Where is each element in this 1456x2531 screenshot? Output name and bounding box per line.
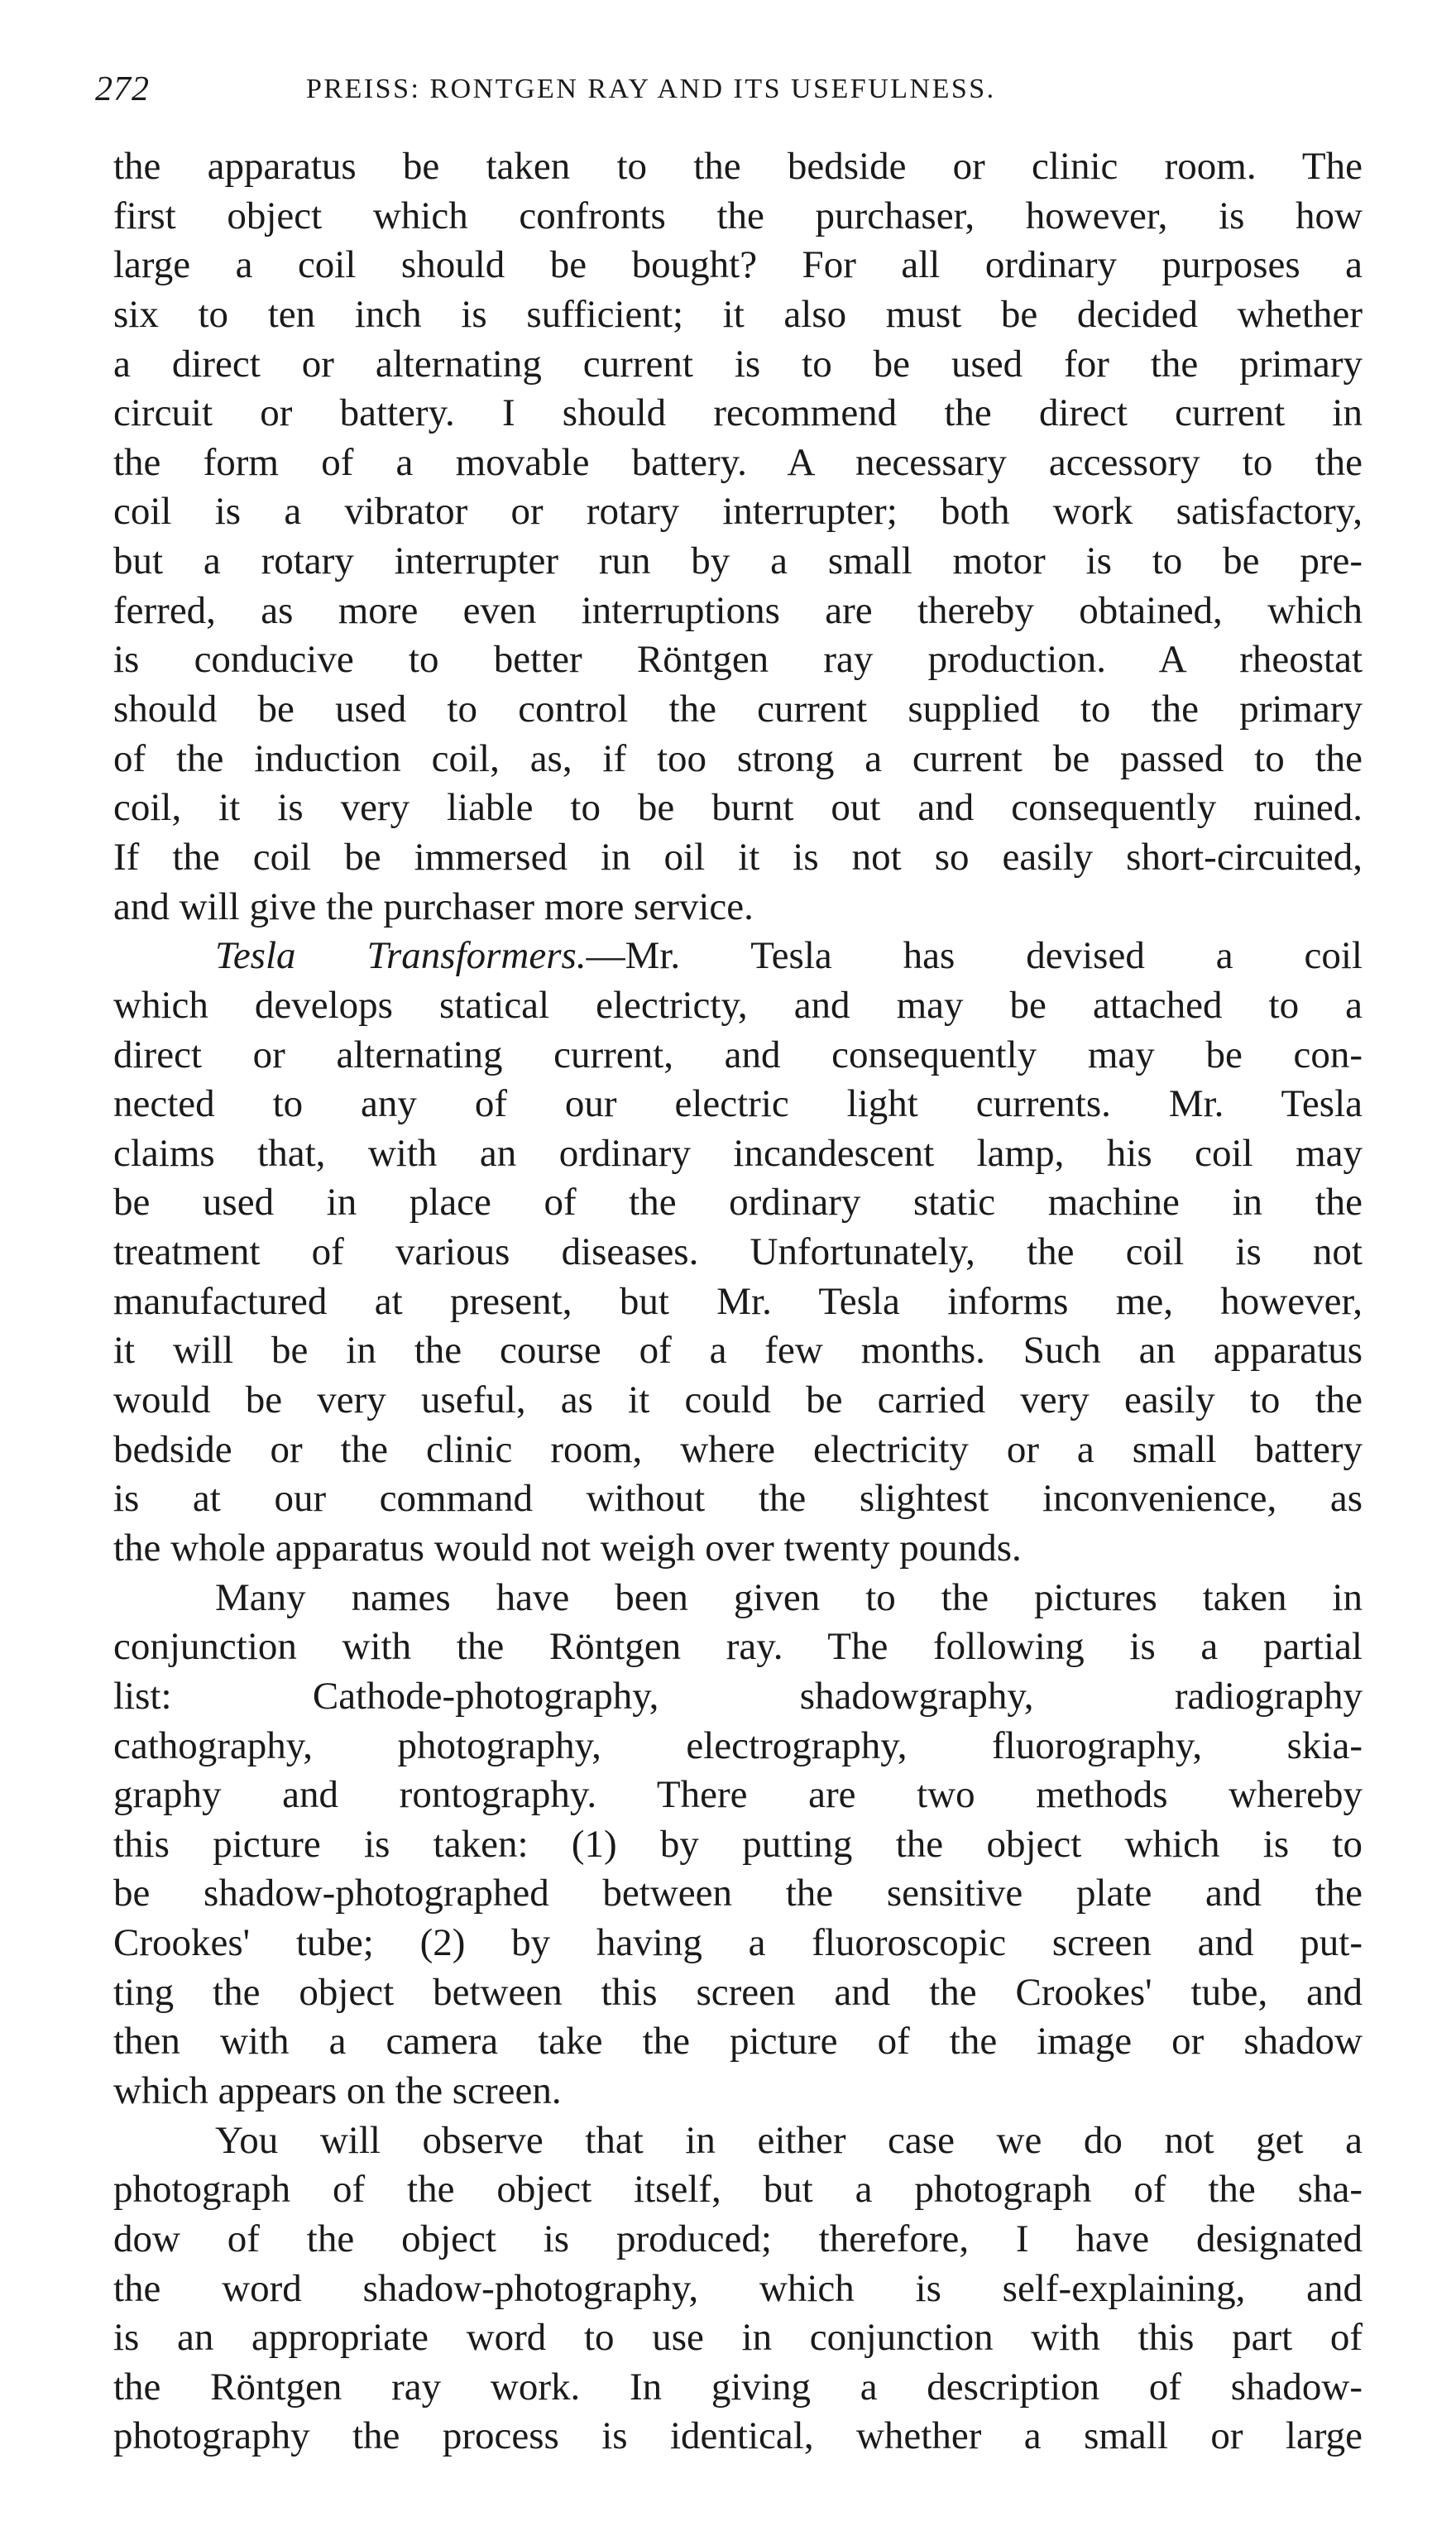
text-line: Many names have been given to the pictures taken in <box>215 1575 1363 1619</box>
text-line: photography the process is identical, whether a small or large <box>113 2414 1363 2458</box>
text-line: a direct or alternating current is to be used for the primary <box>113 342 1363 386</box>
text-line-section-start <box>113 932 1363 981</box>
body-text <box>113 142 1363 2461</box>
text-line: conjunction with the Röntgen ray. The following is a partial <box>113 1625 1363 1669</box>
running-title: PREISS: RONTGEN RAY AND ITS USEFULNESS. <box>306 74 996 104</box>
text-line: ferred, as more even interruptions are thereby obtained, which <box>113 588 1363 632</box>
text-line: circuit or battery. I should recommend the direct current in <box>113 391 1363 435</box>
text-line: would be very useful, as it could be carried very easily to the <box>113 1378 1363 1422</box>
section-heading-italic: Tesla Transformers. <box>215 934 587 978</box>
text-line: dow of the object is produced; therefore, I have designated <box>113 2217 1363 2260</box>
text-line: the whole apparatus would not weigh over twenty pounds. <box>113 1526 1022 1570</box>
text-line: large a coil should be bought? For all ordinary purposes a <box>113 243 1363 287</box>
running-header <box>95 65 1361 114</box>
text-line: coil is a vibrator or rotary interrupter; both work satisfactory, <box>113 490 1363 534</box>
text-line: list: Cathode-photography, shadowgraphy, radiography <box>113 1674 1363 1718</box>
text-line: the word shadow-photography, which is self-explaining, and <box>113 2266 1363 2310</box>
text-line: be shadow-photographed between the sensitive plate and the <box>113 1872 1363 1915</box>
text-line: it will be in the course of a few months. Such an apparatus <box>113 1329 1363 1373</box>
text-line: is an appropriate word to use in conjunction with this part of <box>113 2316 1363 2360</box>
text-line: cathography, photography, electrography, fluorography, skia- <box>113 1723 1363 1767</box>
text-line: and will give the purchaser more service. <box>113 884 754 928</box>
text-line: should be used to control the current supplied to the primary <box>113 688 1363 731</box>
text-line: manufactured at present, but Mr. Tesla informs me, however, <box>113 1279 1363 1323</box>
text-line-rest: —Mr. Tesla has devised a coil <box>586 934 1363 978</box>
text-line: first object which confronts the purchaser, however, is how <box>113 194 1363 237</box>
text-line: is conducive to better Röntgen ray production. A rheostat <box>113 638 1363 682</box>
text-line: treatment of various diseases. Unfortunately, the coil is not <box>113 1230 1363 1274</box>
text-line: but a rotary interrupter run by a small motor is to be pre- <box>113 539 1363 583</box>
text-line: of the induction coil, as, if too strong a current be passed to the <box>113 736 1363 780</box>
text-line: nected to any of our electric light currents. Mr. Tesla <box>113 1082 1363 1126</box>
text-line: Crookes' tube; (2) by having a fluoroscopic screen and put- <box>113 1921 1363 1965</box>
text-line: If the coil be immersed in oil it is not so easily short-circuited, <box>113 835 1363 879</box>
text-line: You will observe that in either case we do not get a <box>215 2118 1363 2162</box>
page-number: 272 <box>95 70 150 108</box>
text-line: coil, it is very liable to be burnt out and consequently ruined. <box>113 786 1363 830</box>
text-line: the form of a movable battery. A necessary accessory to the <box>113 440 1363 484</box>
text-line: bedside or the clinic room, where electricity or a small battery <box>113 1427 1363 1471</box>
text-line: is at our command without the slightest inconvenience, as <box>113 1477 1363 1521</box>
text-line: graphy and rontography. There are two methods whereby <box>113 1773 1363 1817</box>
text-line: the Röntgen ray work. In giving a description of shadow- <box>113 2365 1363 2409</box>
text-line: six to ten inch is sufficient; it also must be decided whether <box>113 292 1363 336</box>
text-line: which develops statical electricty, and may be attached to a <box>113 983 1363 1027</box>
text-line: then with a camera take the picture of the image or shadow <box>113 2020 1363 2064</box>
text-line: be used in place of the ordinary static machine in the <box>113 1181 1363 1225</box>
text-line: ting the object between this screen and the Crookes' tube, and <box>113 1970 1363 2014</box>
text-line: which appears on the screen. <box>113 2068 562 2112</box>
text-line: direct or alternating current, and consequently may be con- <box>113 1033 1363 1076</box>
text-line: claims that, with an ordinary incandescent lamp, his coil may <box>113 1131 1363 1175</box>
text-line: photograph of the object itself, but a photograph of the sha- <box>113 2168 1363 2212</box>
text-line: the apparatus be taken to the bedside or clinic room. The <box>113 145 1363 188</box>
text-line: this picture is taken: (1) by putting the object which is to <box>113 1822 1363 1866</box>
